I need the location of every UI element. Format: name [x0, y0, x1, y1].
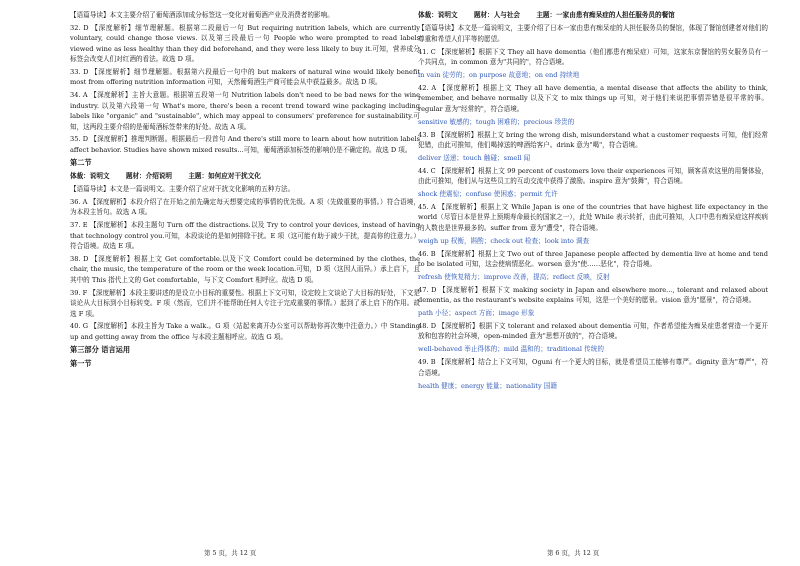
left-topic: 题材：介绍说明: [125, 171, 173, 180]
page-number-right: 第 6 页，共 12 页: [547, 549, 600, 557]
option-gloss: deliver 送递；touch 触碰；smell 闻: [418, 153, 531, 162]
left-para2-4: 39. F 【深度解析】本段主要讲述的是设立小目标的重要性。根据上下文可知，设定较上文谈论了大目标的好处，下文是谈论从大目标到小目标转变。F 项（然而，它们并不能帮助任何人专注于完成重要的事情。）起到了承上启下的作用。故选 F 项。: [70, 288, 420, 318]
left-para2-0: 【语篇导读】本文是一篇说明文。主要介绍了应对干扰文化影响的五种方法。: [70, 185, 295, 194]
option-gloss: path 小径；aspect 方面；image 形象: [418, 309, 535, 318]
right-topic: 题材：人与社会: [473, 11, 521, 19]
page-number-left: 第 5 页，共 12 页: [204, 549, 257, 557]
answer-item: 44. C 【深度解析】根据上文 99 percent of customers love their experiences 可知，顾客喜欢这里的用餐体验，由此可推知，他们从与这些员工的互动交流中获得了激励。inspire 意为"鼓舞"，符合语境。: [418, 166, 768, 186]
left-meta: [70, 171, 420, 181]
answer-list: [418, 23, 768, 391]
option-gloss: shock 使震惊；confuse 使困惑；permit 允许: [418, 190, 558, 199]
option-gloss: well-behaved 举止得体的；mild 温和的；traditional 传统的: [418, 345, 604, 354]
option-gloss: refresh 使恢复精力；improve 改善，提高；reflect 反映，反射: [418, 272, 610, 281]
left-para-2: 33. D 【深度解析】细节理解题。根据第六段最后一句中的 but makers of natural wine would likely benefit most from offering nutrition information 可知，天然葡萄酒生产商可能会从中获益最多。故选 D 项。: [70, 68, 420, 87]
left-theme: 主题：如何应对干扰文化: [188, 171, 261, 180]
right-column: [418, 10, 768, 394]
answer-item: 42. A 【深度解析】根据上文 They all have dementia, a mental disease that affects the ability to think, remember, and behave normally 以及下文 to mix things up 可知，对于他们来说把事情弄错是很平常的事。regular 意为"经常的"，符合语境。: [418, 83, 768, 113]
section3-sub: 第一节: [70, 358, 92, 368]
left-column: [70, 10, 420, 371]
right-theme: 主题：一家由患有痴呆症的人担任服务员的餐馆: [536, 11, 675, 19]
answer-item: 48. D 【深度解析】根据下文 tolerant and relaxed about dementia 可知，作者希望能为痴呆症患者营造一个更开放和包容的社会环境，open-minded 意为"思想开放的"，符合语境。: [418, 322, 768, 341]
left-para2-5: 40. G 【深度解析】本段主旨为 Take a walk.。G 项（站起来离开办公室可以帮助你再次集中注意力。）中 Standing up and getting away from the office 与本段主题相呼应。故选 G 项。: [70, 322, 420, 341]
section3-title: 第三部分 语言运用: [70, 345, 131, 355]
answer-item: 41. C 【深度解析】根据下文 They all have dementia（他们都患有痴呆症）可知，这家东京餐馆的男女服务员有一个共同点，in common 意为"共同的"，符合语境。: [418, 47, 768, 67]
answer-item: 45. A 【深度解析】根据上文 While Japan is one of the countries that have highest life expectancy in the world（尽管日本是世界上预期寿命最长的国家之一），此处 While 表示转折，由此可推知，人口中患有痴呆症这样疾病的人数也是世界最多的。suffer from 意为"遭受"，符合语境。: [418, 203, 768, 232]
left-para-3: 34. A 【深度解析】主旨大意题。根据第五段第一句 Nutrition labels don't need to be bad news for the wine industry. 以及第六段第一句 What's more, there's been a recent trend toward wine packaging including labels like "organic" and "sustainable", which may appeal to consumers' preference for sustainability.可知，这两段主要介绍的是葡萄酒标签带来的好处。故选 A 项。: [70, 91, 420, 131]
right-meta: [418, 10, 768, 20]
answer-item: 43. B 【深度解析】根据上文 bring the wrong dish, misunderstand what a customer requests 可知，他们经常犯错，由此可推知，他们喝掉送的啤酒给客户。drink 意为"喝"，符合语境。: [418, 130, 768, 149]
section2-title: 第二节: [70, 158, 92, 168]
left-para-4: 35. D 【深度解析】推理判断题。根据最后一段首句 And there's still more to learn about how nutrition labels affect behavior. Studies have shown mixed results...可知，葡萄酒添加标签的影响仍是不确定的。故选 D 项。: [70, 135, 420, 154]
left-para2-3: 38. D 【深度解析】根据上文 Get comfortable.以及下文 Comfort could be determined by the clothes, the chair, the music, the temperature of the room or the week location.可知，D 项（这因人而异。）承上启下，且其中的 This 指代上文的 Get comfortable，与下文 Comfort 相呼应。故选 D 项。: [70, 255, 420, 284]
option-gloss: weigh up 权衡，斟酌；check out 检查；look into 调查: [418, 236, 590, 245]
answer-item: 46. B 【深度解析】根据上文 Two out of three Japanese people affected by dementia live at home and tend to be isolated 可知，这会使病情恶化。worsen 意为"使……恶化"，符合语境。: [418, 249, 768, 269]
answer-item: 47. D 【深度解析】根据下文 making society in Japan and elsewhere more..., tolerant and relaxed about dementia, as the restaurant's website explains 可知，这是一个美好的愿景。vision 意为"愿景"，符合语境。: [418, 285, 768, 305]
answer-item: 【语篇导读】本文是一篇说明文，主要介绍了日本一家由患有痴呆症的人担任服务员的餐馆，体现了餐馆创建者对他们的尊重和希望人们平等的愿望。: [418, 24, 768, 43]
left-para-1: 32. D 【深度解析】细节理解题。根据第二段最后一句 But requiring nutrition labels, which are currently voluntary, could change those views. 以及第三段最后一句 People who were prompted to read labels viewed wine as less healthy than they did beforehand, and they were less likely to buy it.可知，营养成分标签会改变人们对红酒的看法。故选 D 项。: [70, 23, 420, 64]
option-gloss: health 健康；energy 能量；nationality 国籍: [418, 381, 557, 390]
left-genre: 体裁：说明文: [70, 171, 110, 180]
option-gloss: sensitive 敏感的；tough 困难的；precious 珍贵的: [418, 117, 575, 126]
left-para2-2: 37. E 【深度解析】本段主题句 Turn off the distractions.以及 Try to control your devices, instead of having that technology control you.可知，本段谈论的是如何排除干扰。E 项（这可能有助于减少干扰，提高你的注意力。）符合语境。故选 E 项。: [70, 221, 420, 251]
left-para-0: 【语篇导读】本文主要介绍了葡萄酒添加成分标签这一变化对葡萄酒产业及消费者的影响。: [70, 11, 334, 19]
answer-item: 49. B 【深度解析】结合上下文可知，Oguni 有一个更大的目标，就是希望员工能够有尊严。dignity 意为"尊严"，符合语境。: [418, 358, 768, 377]
left-para2-1: 36. A 【深度解析】本段介绍了在开始之前先确定每天想要完成的事情的优先级。A 项（先做重要的事情。）符合语境，为本段主旨句。故选 A 项。: [70, 198, 420, 217]
option-gloss: in vain 徒劳的；on purpose 故意地；on end 持续地: [418, 71, 580, 80]
right-genre: 体裁：说明文: [418, 11, 458, 19]
